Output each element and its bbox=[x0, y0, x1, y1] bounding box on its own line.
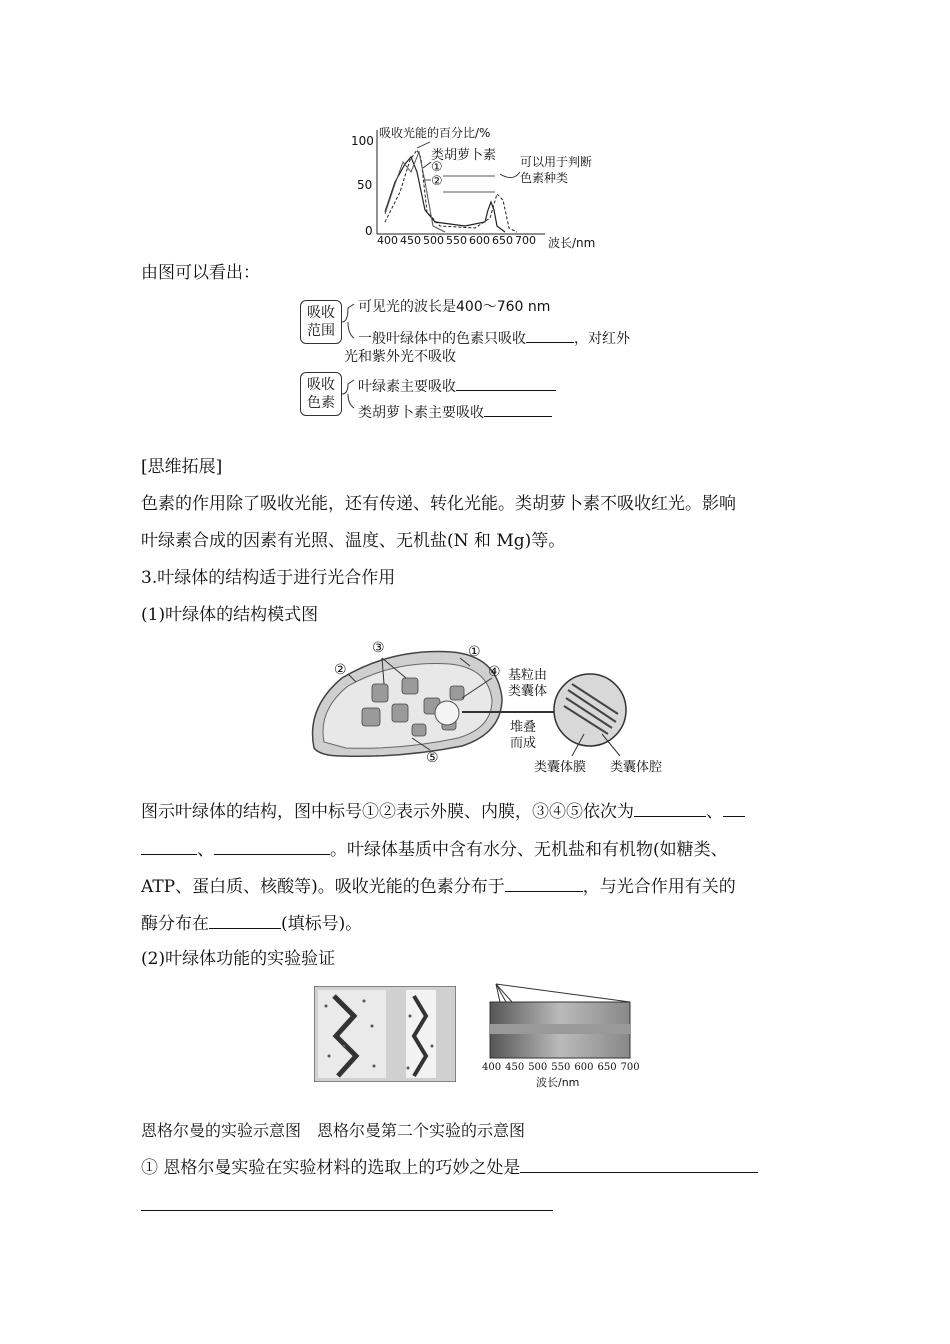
absorption-tree-diagram bbox=[298, 296, 678, 420]
box-absorption-pigments: 吸收色素 bbox=[300, 372, 342, 416]
figure-captions: 恩格尔曼的实验示意图 恩格尔曼第二个实验的示意图 bbox=[141, 1121, 526, 1140]
para1-line1: 色素的作用除了吸收光能，还有传递、转化光能。类胡萝卜素不吸收红光。影响 bbox=[141, 494, 736, 514]
para2-line1 bbox=[141, 800, 745, 823]
marker-5: ⑤ bbox=[426, 750, 439, 766]
exp2-x-tick: 400 bbox=[482, 1062, 502, 1073]
x-tick: 550 bbox=[446, 234, 467, 247]
para2-l3a: ATP、蛋白质、核酸等)。吸收光能的色素分布于 bbox=[141, 877, 505, 897]
blank-pigment-location bbox=[505, 875, 583, 892]
para2-line2 bbox=[141, 838, 728, 861]
tree-pigment-line2 bbox=[358, 400, 552, 422]
para2-l1b: 、 bbox=[706, 802, 723, 822]
exp2-x-tick: 650 bbox=[597, 1062, 617, 1073]
chloroplast-svg bbox=[302, 638, 672, 772]
para2-l4a: 酶分布在 bbox=[141, 914, 209, 934]
blank-4b bbox=[141, 838, 197, 855]
marker-1: ① bbox=[468, 644, 481, 660]
engelmann-experiment-figure bbox=[314, 986, 456, 1082]
x-tick-labels bbox=[377, 234, 557, 247]
blank-q1b bbox=[141, 1210, 553, 1211]
stack-label: 堆叠而成 bbox=[510, 720, 537, 751]
x-tick: 400 bbox=[377, 234, 398, 247]
para2-l2b: 。叶绿体基质中含有水分、无机盐和有机物(如糖类、 bbox=[330, 840, 728, 860]
x-tick: 650 bbox=[492, 234, 513, 247]
intro-text: 由图可以看出： bbox=[141, 263, 260, 283]
x-tick: 600 bbox=[469, 234, 490, 247]
x-tick: 500 bbox=[423, 234, 444, 247]
chart-note: 可以用于判断色素种类 bbox=[520, 155, 593, 185]
y-tick-0: 0 bbox=[365, 224, 373, 238]
exp2-x-tick: 600 bbox=[574, 1062, 594, 1073]
tree-range-line2-a: 一般叶绿体中的色素只吸收 bbox=[358, 331, 526, 347]
para2-l1a: 图示叶绿体的结构，图中标号①②表示外膜、内膜，③④⑤依次为 bbox=[141, 802, 634, 822]
y-tick-50: 50 bbox=[357, 178, 373, 192]
blank-3 bbox=[634, 800, 706, 817]
section-heading: [思维拓展] bbox=[141, 457, 223, 477]
curve-label-1: ① bbox=[431, 160, 443, 175]
tree-range-line2-b: ，对红外 bbox=[574, 331, 630, 347]
tree-range-line3: 光和紫外光不吸收 bbox=[344, 349, 456, 365]
heading-3-1: (1)叶绿体的结构模式图 bbox=[141, 605, 319, 625]
blank-enzyme-location bbox=[209, 912, 281, 929]
exp2-x-label: 波长/nm bbox=[536, 1076, 580, 1089]
para2-l3b: ，与光合作用有关的 bbox=[582, 877, 736, 897]
engelmann-exp2-svg bbox=[482, 980, 642, 1060]
tree-range-line2 bbox=[358, 326, 630, 348]
x-tick: 700 bbox=[515, 234, 536, 247]
thylakoid-lumen-label: 类囊体腔 bbox=[610, 760, 663, 775]
para2-line4 bbox=[141, 912, 362, 935]
blank-range bbox=[526, 326, 574, 343]
para2-l4b: (填标号)。 bbox=[281, 914, 363, 934]
para2-l2a: 、 bbox=[197, 840, 214, 860]
exp2-x-tick: 550 bbox=[551, 1062, 571, 1073]
tree-range-line1: 可见光的波长是400～760 nm bbox=[358, 299, 551, 315]
question-1-text: ① 恩格尔曼实验在实验材料的选取上的巧妙之处是 bbox=[141, 1158, 521, 1178]
exp2-x-tick: 450 bbox=[505, 1062, 525, 1073]
exp2-x-tick: 700 bbox=[620, 1062, 640, 1073]
carotenoid-label: 类胡萝卜素 bbox=[431, 148, 497, 163]
heading-3: 3.叶绿体的结构适于进行光合作用 bbox=[141, 568, 396, 588]
x-tick: 450 bbox=[400, 234, 421, 247]
blank-carotenoid bbox=[484, 400, 552, 417]
box-absorption-range: 吸收范围 bbox=[300, 300, 342, 344]
tree-pigment-line1 bbox=[358, 374, 556, 396]
heading-3-2: (2)叶绿体功能的实验验证 bbox=[141, 949, 336, 969]
blank-q1a bbox=[520, 1156, 758, 1173]
engelmann-exp1-svg bbox=[314, 986, 456, 1082]
marker-2: ② bbox=[334, 662, 347, 678]
marker-4: ④ bbox=[488, 664, 501, 680]
grana-label: 基粒由类囊体 bbox=[508, 668, 548, 699]
tree-pigment-line1-text: 叶绿素主要吸收 bbox=[358, 379, 456, 395]
blank-4a bbox=[723, 800, 745, 817]
para2-line3 bbox=[141, 875, 736, 898]
tree-pigment-line2-text: 类胡萝卜素主要吸收 bbox=[358, 405, 484, 421]
blank-chlorophyll bbox=[456, 374, 556, 391]
curve-label-2: ② bbox=[431, 174, 443, 189]
para1-line2: 叶绿素合成的因素有光照、温度、无机盐(N 和 Mg)等。 bbox=[141, 531, 566, 551]
x-axis-label: 波长/nm bbox=[548, 236, 596, 250]
exp2-x-tick: 500 bbox=[528, 1062, 548, 1073]
absorption-spectrum-figure bbox=[345, 122, 615, 250]
y-tick-100: 100 bbox=[351, 134, 374, 148]
engelmann-second-experiment-figure bbox=[482, 980, 642, 1090]
marker-3: ③ bbox=[372, 640, 385, 656]
chloroplast-structure-figure bbox=[302, 638, 672, 775]
absorption-spectrum-svg bbox=[345, 122, 615, 250]
blank-5 bbox=[214, 838, 330, 855]
thylakoid-membrane-label: 类囊体膜 bbox=[534, 760, 587, 775]
exp2-x-ticks bbox=[482, 1062, 642, 1073]
y-axis-label: 吸收光能的百分比/% bbox=[379, 126, 491, 140]
question-1 bbox=[141, 1156, 758, 1179]
